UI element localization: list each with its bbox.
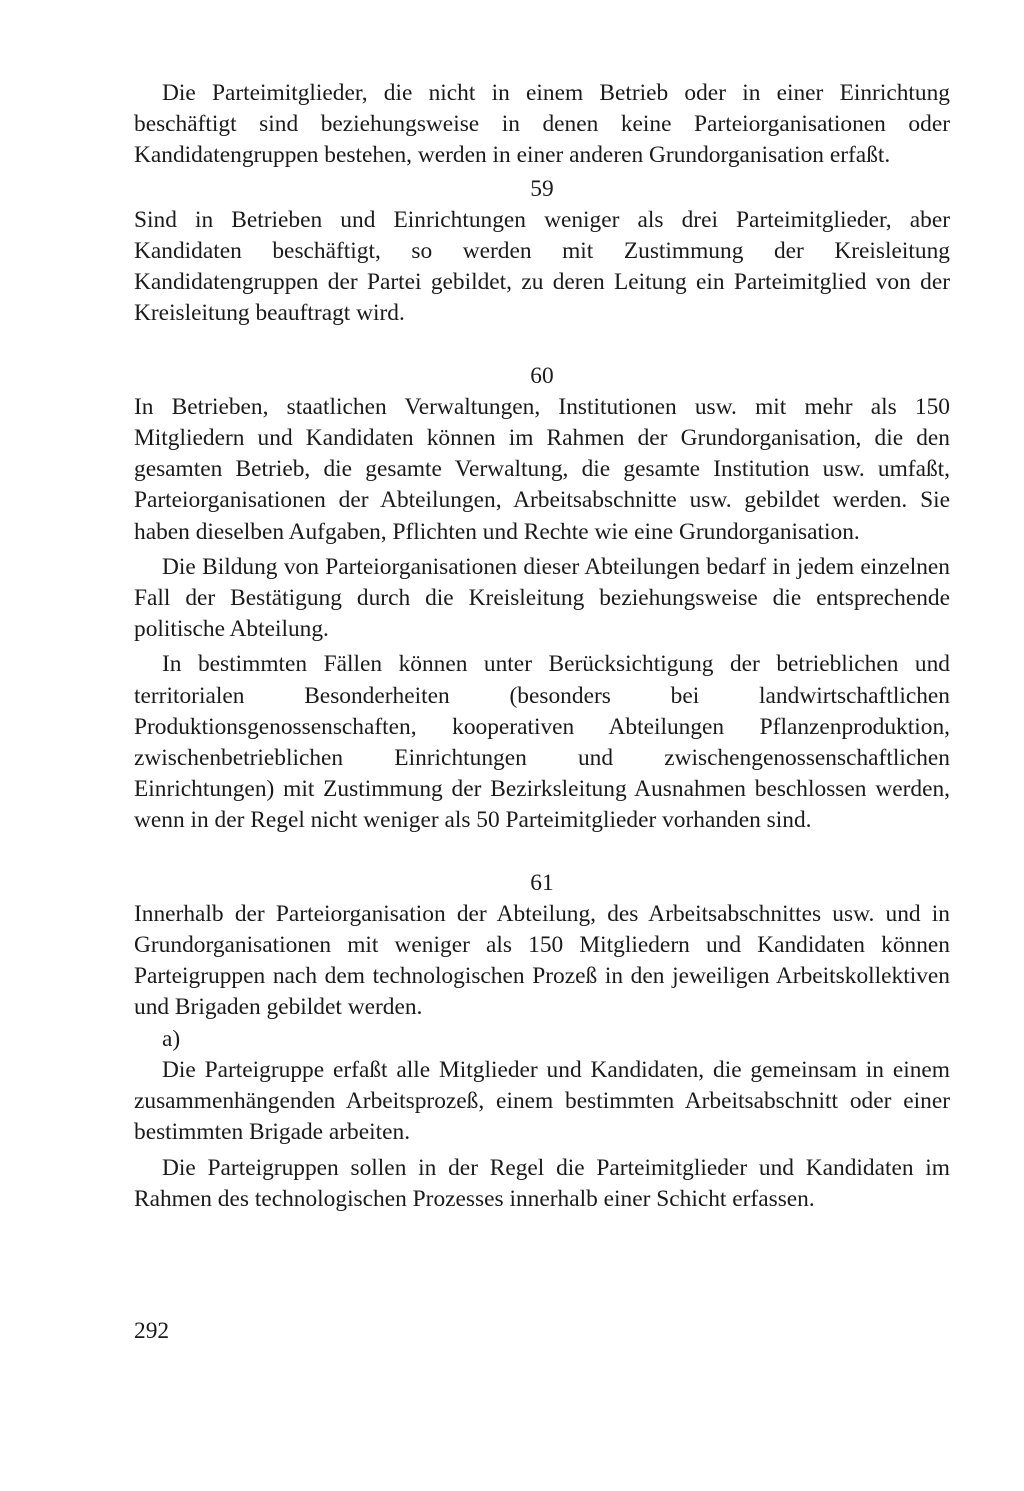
section-59-paragraph-1: Sind in Betrieben und Einrichtungen weniger als drei Parteimitglieder, aber Kandidaten beschäftigt, so werden mit Zustimmung der Kreisleitung Kandidatengruppen der Partei gebildet, zu deren Leitung ein Parteimitglied von der Kreisleitung beauftragt wird.: [134, 206, 950, 327]
section-61-subsection-paragraph-1: Die Parteigruppe erfaßt alle Mitglieder und Kandidaten, die gemeinsam in einem zusammenhängenden Arbeitsprozeß, einem bestimmten Arbeitsabschnitt oder einer bestimmten Brigade arbeiten.: [134, 1056, 950, 1146]
intro-paragraph: Die Parteimitglieder, die nicht in einem Betrieb oder in einer Einrichtung beschäftigt sind beziehungsweise in denen keine Parteiorganisationen oder Kandidatengruppen bestehen, werden in einer anderen Grundorganisation erfaßt.: [134, 80, 950, 169]
document-body: [134, 78, 950, 1215]
section-number-60: 60: [530, 362, 554, 389]
section-60-paragraph-2: Die Bildung von Parteiorganisationen dieser Abteilungen bedarf in jedem einzelnen Fall der Bestätigung durch die Kreisleitung beziehungsweise die entsprechende politische Abteilung.: [134, 553, 950, 643]
section-61-subsection-label: a): [162, 1025, 181, 1052]
section-number-59: 59: [530, 175, 554, 202]
section-61-paragraph-1: Innerhalb der Parteiorganisation der Abteilung, des Arbeitsabschnittes usw. und in Grundorganisationen mit weniger als 150 Mitgliedern und Kandidaten können Parteigruppen nach dem technologischen Prozeß in den jeweiligen Arbeitskollektiven und Brigaden gebildet werden.: [134, 900, 950, 1021]
section-61-subsection-paragraph-2: Die Parteigruppen sollen in der Regel die Parteimitglieder und Kandidaten im Rahmen des technologischen Prozesses innerhalb einer Schicht erfassen.: [134, 1154, 950, 1212]
section-60-paragraph-1: In Betrieben, staatlichen Verwaltungen, Institutionen usw. mit mehr als 150 Mitgliedern und Kandidaten können im Rahmen der Grundorganisation, die den gesamten Betrieb, die gesamte Verwaltung, die gesamte Institution usw. umfaßt, Parteiorganisationen der Abteilungen, Arbeitsabschnitte usw. gebildet werden. Sie haben dieselben Aufgaben, Pflichten und Rechte wie eine Grundorganisation.: [134, 393, 950, 545]
section-60-paragraph-3: In bestimmten Fällen können unter Berücksichtigung der betrieblichen und territorialen Besonderheiten (besonders bei landwirtschaftlichen Produktionsgenossenschaften, kooperativen Abteilungen Pflanzenproduktion, zwischenbetrieblichen Einrichtungen und zwischengenossenschaftlichen Einrichtungen) mit Zustimmung der Bezirksleitung Ausnahmen beschlossen werden, wenn in der Regel nicht weniger als 50 Parteimitglieder vorhanden sind.: [134, 651, 950, 834]
page-number: 292: [134, 1318, 170, 1344]
section-number-61: 61: [530, 869, 554, 896]
